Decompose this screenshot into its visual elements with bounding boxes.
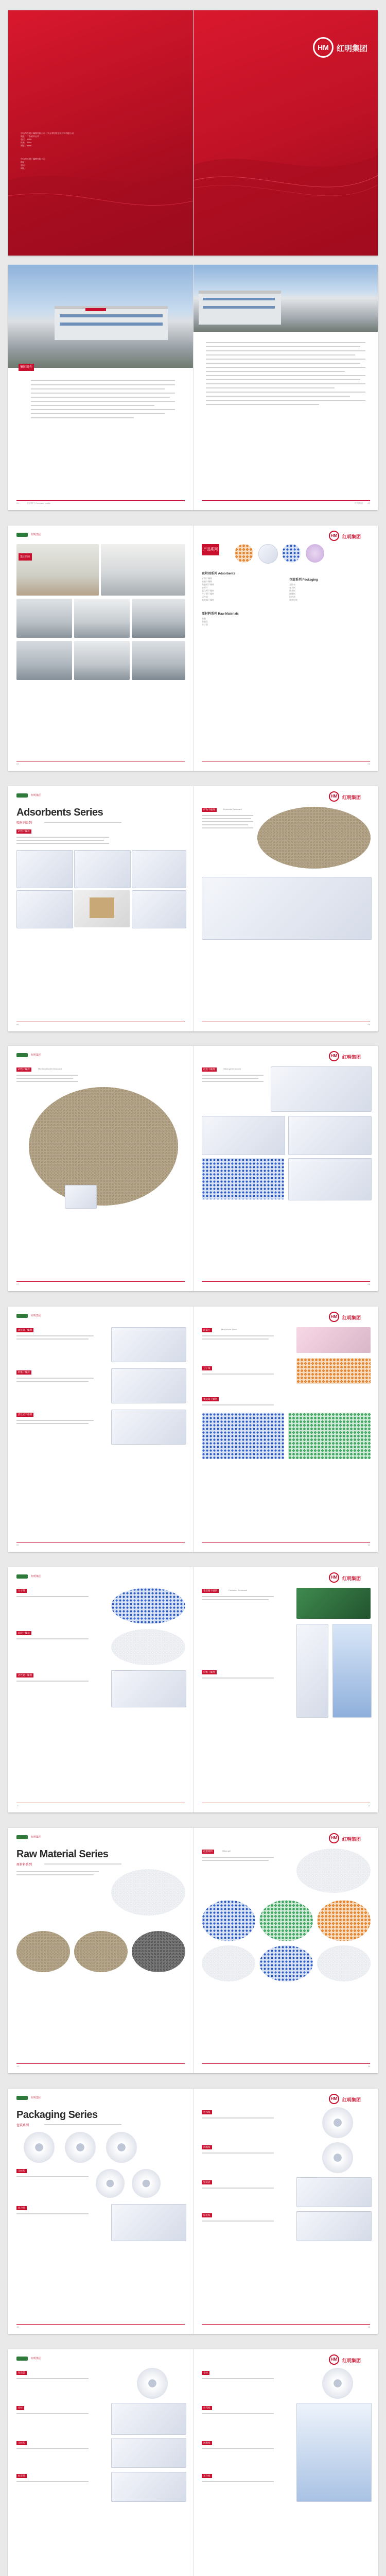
raw-material-title: Raw Material Series	[16, 1849, 109, 1860]
adsorbents-series-title: Adsorbents Series	[16, 807, 103, 818]
page-number: 07	[16, 1283, 19, 1285]
page-number: 09	[16, 1544, 19, 1546]
strip-photo	[296, 2403, 372, 2502]
spread-adsorbents	[8, 786, 378, 1031]
raw-r-photo-3	[259, 1900, 313, 1941]
page-number: 01	[16, 502, 19, 504]
raw-right-page	[194, 1828, 378, 2073]
item-tag: 矿物干燥剂	[16, 1067, 31, 1072]
packaging2-right-page	[194, 2349, 378, 2576]
product-photo-sachets-2	[74, 850, 131, 888]
toc-product-circle-4	[306, 544, 324, 563]
page-number: 13	[16, 2065, 19, 2067]
logo-mark: HM	[329, 1833, 339, 1843]
workshop-photo-1	[16, 599, 72, 638]
spine	[193, 526, 194, 771]
factory-badge: 集团简介	[19, 553, 32, 561]
silica-sachets-photo-2	[202, 1116, 285, 1155]
raw-photo-tan	[16, 1931, 70, 1972]
toc-item: 无纺布	[289, 583, 295, 586]
item-tag: 杜邦纸	[202, 2406, 212, 2410]
raw-r-photo-7	[317, 1945, 371, 1981]
page-number: 03	[16, 762, 19, 765]
adsorbents3-right-page	[194, 1567, 378, 1812]
container-strip-photo-1	[296, 1624, 328, 1718]
header-logo	[16, 2096, 28, 2100]
adsorbents-series-subtitle: 吸附剂系列	[16, 822, 32, 825]
header-text: 红明集团	[31, 1314, 42, 1317]
packaging-right-page	[194, 2089, 378, 2334]
mold-sheet-photo	[296, 1327, 371, 1353]
header-logo	[16, 1053, 28, 1057]
back-cover-text-7: 地址：	[21, 161, 27, 163]
item-tag: 铝箔袋	[202, 2180, 212, 2184]
intro-footer	[16, 500, 185, 505]
spine	[193, 2089, 194, 2334]
page-number: 15	[16, 2326, 19, 2328]
item-tag: 分子筛	[16, 1589, 27, 1593]
spread-cover	[8, 10, 378, 256]
spine	[193, 2349, 194, 2576]
silica-sachets-photo-3	[288, 1116, 372, 1155]
toc-right-page	[194, 526, 378, 771]
item-tag: 硅胶原料	[202, 1850, 214, 1854]
bentonite-sachets-photo	[202, 877, 372, 940]
foil-photo	[296, 2177, 372, 2207]
raw-photo-white	[111, 1869, 185, 1916]
item-tag: 铝箔袋	[16, 2371, 27, 2375]
silica-sachets-photo-5	[288, 1158, 372, 1200]
molecular-photo-3	[288, 1413, 371, 1459]
cover-brand-name: 红明集团	[337, 44, 368, 53]
roll-photo-5	[132, 2169, 161, 2198]
roll-photo-2	[65, 2132, 96, 2163]
item-tag: 活性炭干燥剂	[16, 1673, 33, 1677]
adsorbents-left-page	[8, 786, 193, 1031]
raw-photo-tan-2	[74, 1931, 128, 1972]
toc-adsorbents-list	[202, 577, 279, 602]
intro-badge: 集团简介	[19, 364, 34, 371]
back-cover-text-6: 中山市红明干燥剂有限公司	[21, 158, 45, 160]
header-logo	[16, 2357, 28, 2361]
footer-brand: 红明集团	[355, 502, 363, 504]
workshop-photo-3	[132, 599, 185, 638]
raw-r-photo-4	[317, 1900, 371, 1941]
header-text: 红明集团	[31, 2096, 42, 2099]
header-logo	[16, 793, 28, 798]
header-text: 红明集团	[31, 794, 42, 797]
logo-mark: HM	[329, 531, 339, 541]
toc-item: 复合纸	[289, 586, 295, 589]
container-photo	[296, 1588, 371, 1619]
header-text: 红明集团	[31, 1054, 42, 1057]
spec-tag: 矿物干燥剂	[16, 829, 31, 834]
toc-item: 氧化钙干燥剂	[202, 589, 214, 592]
spine	[193, 1046, 194, 1291]
item-tag: 标签纸	[202, 2213, 212, 2217]
item-tag: 硅胶干燥剂	[202, 1067, 217, 1072]
label-photo	[296, 2211, 372, 2241]
calcium-photo	[111, 1327, 186, 1362]
toc-item: 分子筛干燥剂	[202, 592, 214, 595]
clay-sachet-photo	[65, 1185, 97, 1209]
logo-name: 红明集团	[342, 795, 361, 800]
toc-item: 杜邦纸	[289, 589, 295, 592]
roll-photo-4	[96, 2169, 125, 2198]
logo-mark: HM	[329, 1312, 339, 1322]
item-tag: 无纺布	[16, 2441, 27, 2445]
spine	[193, 10, 194, 256]
header-text: 红明集团	[31, 1575, 42, 1578]
spine	[193, 1828, 194, 2073]
back-cover-text-8: 电话：	[21, 164, 27, 166]
page-number: 11	[16, 1804, 19, 1807]
nonwoven-photo	[111, 2438, 186, 2468]
clay-right-page	[194, 1046, 378, 1291]
raw-r-photo-6	[259, 1945, 313, 1981]
logo-mark: HM	[329, 2094, 339, 2104]
toc-item: 矿物干燥剂	[202, 577, 212, 580]
spread-adsorbents-2	[8, 1307, 378, 1552]
back-cover-text-4: 传真：0760-	[21, 141, 32, 144]
header-logo	[16, 533, 28, 537]
item-tag: 氧化钙干燥剂	[16, 1328, 33, 1332]
page-number: 10	[367, 1544, 370, 1546]
page-number: 16	[367, 2326, 370, 2328]
roll-paper-photo	[111, 2403, 186, 2435]
page-number: 05	[16, 1023, 19, 1026]
packaging-title: Packaging Series	[16, 2109, 98, 2121]
bentonite-granules-photo	[257, 807, 371, 869]
page-number: 02	[367, 502, 370, 504]
spread-packaging	[8, 2089, 378, 2334]
logo-name: 红明集团	[342, 1837, 361, 1842]
spine	[193, 1567, 194, 1812]
product-photo-sachets-5	[132, 890, 186, 928]
roll-photo-9	[322, 2368, 353, 2399]
toc-item: 活性炭	[202, 596, 208, 598]
spine	[193, 265, 194, 510]
packaging-subtitle: 包装系列	[16, 2124, 29, 2127]
intro-footer-right	[202, 500, 370, 505]
item-tag: 淋膜纸	[202, 2145, 212, 2149]
roll-photo-1	[24, 2132, 55, 2163]
intro-left-page	[8, 265, 193, 510]
spread-clay	[8, 1046, 378, 1291]
spread-packaging-2	[8, 2349, 378, 2576]
header-logo	[16, 1574, 28, 1579]
sachet-photo	[111, 1670, 186, 1707]
back-cover-text-5: 网址：www.	[21, 144, 32, 147]
item-tag: 分子筛	[202, 1366, 212, 1370]
toc-raw-list	[202, 617, 279, 626]
container-strip-photo-2	[332, 1624, 372, 1718]
cover-logo-mark	[313, 37, 334, 58]
beads-photo-2	[111, 1629, 185, 1665]
toc-left-page	[8, 526, 193, 771]
page-number: 06	[367, 1023, 370, 1026]
label-photo-2	[111, 2472, 186, 2502]
molecular-photo-2	[202, 1413, 284, 1459]
footer-caption: 企业简介 Company profile	[27, 502, 51, 504]
adsorbents2-left-page	[8, 1307, 193, 1552]
toc-product-circle-1	[235, 544, 253, 563]
office-photo	[16, 544, 99, 596]
fiber-photo	[111, 1368, 186, 1403]
item-tag: 无纺布	[16, 2169, 27, 2173]
item-tag: 复合纸	[202, 2474, 212, 2478]
workshop-photo-5	[74, 641, 130, 680]
packaging2-left-page	[8, 2349, 193, 2576]
page-number: 08	[367, 1283, 370, 1285]
packaging-left-page	[8, 2089, 193, 2334]
item-tag: 矿物干燥剂	[202, 808, 217, 812]
workshop-photo-4	[16, 641, 72, 680]
toc-item: 铝箔袋	[289, 596, 295, 598]
item-title-en: Container Desiccant	[229, 1589, 248, 1591]
spine	[193, 786, 194, 1031]
workshop-photo-6	[132, 641, 185, 680]
raw-r-photo-2	[202, 1900, 255, 1941]
back-cover-text-9: 网址：	[21, 167, 27, 170]
molecular-photo-1	[296, 1358, 371, 1384]
page-number: 12	[367, 1804, 370, 1807]
toc-item: 硅胶干燥剂	[202, 580, 212, 583]
logo-mark: HM	[329, 1572, 339, 1583]
toc-item: 蒙脱石	[202, 620, 208, 623]
item-tag: 卷材	[202, 2371, 209, 2375]
raw-material-subtitle: 原材料系列	[16, 1863, 32, 1867]
item-tag: 活性炭干燥剂	[16, 1413, 33, 1417]
product-photo-carton	[74, 890, 130, 927]
intro-right-page	[194, 265, 378, 510]
spread-adsorbents-3	[8, 1567, 378, 1812]
item-tag: 标签纸	[16, 2474, 27, 2478]
toc-product-circle-3	[282, 544, 301, 563]
logo-name: 红明集团	[342, 1315, 361, 1320]
roll-photo-3	[106, 2132, 137, 2163]
item-tag: 卷材	[16, 2406, 24, 2410]
beads-photo-1	[111, 1588, 185, 1624]
logo-name: 红明集团	[342, 1576, 361, 1581]
raw-r-photo-1	[296, 1849, 371, 1893]
item-tag: 纤维干燥剂	[202, 1670, 217, 1674]
toc-packaging-list	[289, 583, 366, 602]
toc-item: 淋膜纸	[289, 592, 295, 595]
toc-item: 硅胶	[202, 617, 206, 620]
item-tag: 杜邦纸	[202, 2110, 212, 2114]
back-cover-text-2: 地址：广东省中山市	[21, 135, 39, 138]
raw-photo-grey	[132, 1931, 185, 1972]
product-photo-sachets-4	[16, 890, 73, 928]
paper-photo	[111, 2204, 186, 2241]
front-cover	[194, 10, 378, 256]
adsorbents3-left-page	[8, 1567, 193, 1812]
factory-photo-right	[194, 265, 378, 332]
back-cover	[8, 10, 193, 256]
item-tag: 纤维干燥剂	[16, 1370, 31, 1375]
item-title-en: Silica gel desiccant	[223, 1067, 241, 1070]
back-cover-text-3: 电话：0760-	[21, 138, 32, 141]
clay-granules-photo	[29, 1087, 178, 1206]
item-title-en: Silica gel	[222, 1850, 231, 1852]
toc-product-circle-2	[258, 544, 278, 564]
workshop-photo-2	[74, 599, 130, 638]
product-photo-sachets-3	[132, 850, 186, 888]
header-text: 红明集团	[31, 533, 42, 536]
header-text: 红明集团	[31, 1836, 42, 1839]
logo-name: 红明集团	[342, 2358, 361, 2363]
roll-photo-8	[137, 2368, 168, 2399]
item-tag: 复合纸	[16, 2206, 27, 2210]
adsorbents2-right-page	[194, 1307, 378, 1552]
toc-item: 集装箱干燥剂	[202, 599, 214, 601]
item-tag: 淋膜纸	[202, 2441, 212, 2445]
logo-name: 红明集团	[342, 1055, 361, 1060]
logo-mark: HM	[329, 791, 339, 802]
back-cover-text-1: 中山市红明干燥剂有限公司 / 中山市红明包装材料有限公司	[21, 132, 74, 134]
toc-item: 吸塑包装	[289, 599, 297, 601]
spread-raw-material	[8, 1828, 378, 2073]
toc-item: 蒙脱石干燥剂	[202, 583, 214, 586]
logo-name: 红明集团	[342, 534, 361, 539]
item-tag: 硅胶干燥剂	[16, 1631, 31, 1635]
item-tag: 集装箱干燥剂	[202, 1397, 219, 1401]
page-number: 14	[367, 2065, 370, 2067]
products-badge: 产品系列	[202, 544, 219, 555]
product-photo-sachets-1	[16, 850, 73, 888]
item-tag: 防霉片	[202, 1328, 212, 1332]
header-text: 红明集团	[31, 2357, 42, 2360]
header-logo	[16, 1314, 28, 1318]
item-tag: 集装箱干燥剂	[202, 1589, 219, 1593]
roll-photo-7	[322, 2142, 353, 2173]
spine	[193, 1307, 194, 1552]
logo-name: 红明集团	[342, 2097, 361, 2103]
spread-intro	[8, 265, 378, 510]
raw-left-page	[8, 1828, 193, 2073]
raw-r-photo-5	[202, 1945, 255, 1981]
toc-item: 分子筛	[202, 623, 208, 626]
adsorbents-right-page	[194, 786, 378, 1031]
header-logo	[16, 1835, 28, 1839]
factory-photo-left	[8, 265, 193, 368]
toc-adsorbents-title: 吸附剂系列 Adsorbents	[202, 572, 236, 575]
logo-mark: HM	[329, 1051, 339, 1061]
roll-photo-6	[322, 2107, 353, 2138]
silica-sachets-photo-1	[271, 1066, 372, 1112]
item-title-en: Bentonite Desiccant	[223, 808, 242, 810]
spread-toc	[8, 526, 378, 771]
cover-logo-letters: HM	[318, 43, 329, 52]
silica-sachets-photo-4	[202, 1158, 284, 1199]
item-title-en: Montmorillonite Desiccant	[38, 1067, 62, 1070]
toc-item: 防霉片	[202, 586, 208, 589]
clay-left-page	[8, 1046, 193, 1291]
page-number: 04	[367, 762, 370, 765]
activated-photo	[111, 1410, 186, 1445]
toc-packaging-title: 包装系列 Packaging	[289, 579, 318, 582]
item-title-en: Mold Proof Sheet	[221, 1328, 237, 1331]
logo-mark: HM	[329, 2354, 339, 2365]
toc-raw-title: 原材料系列 Raw Materials	[202, 613, 239, 616]
lab-photo	[101, 544, 185, 596]
